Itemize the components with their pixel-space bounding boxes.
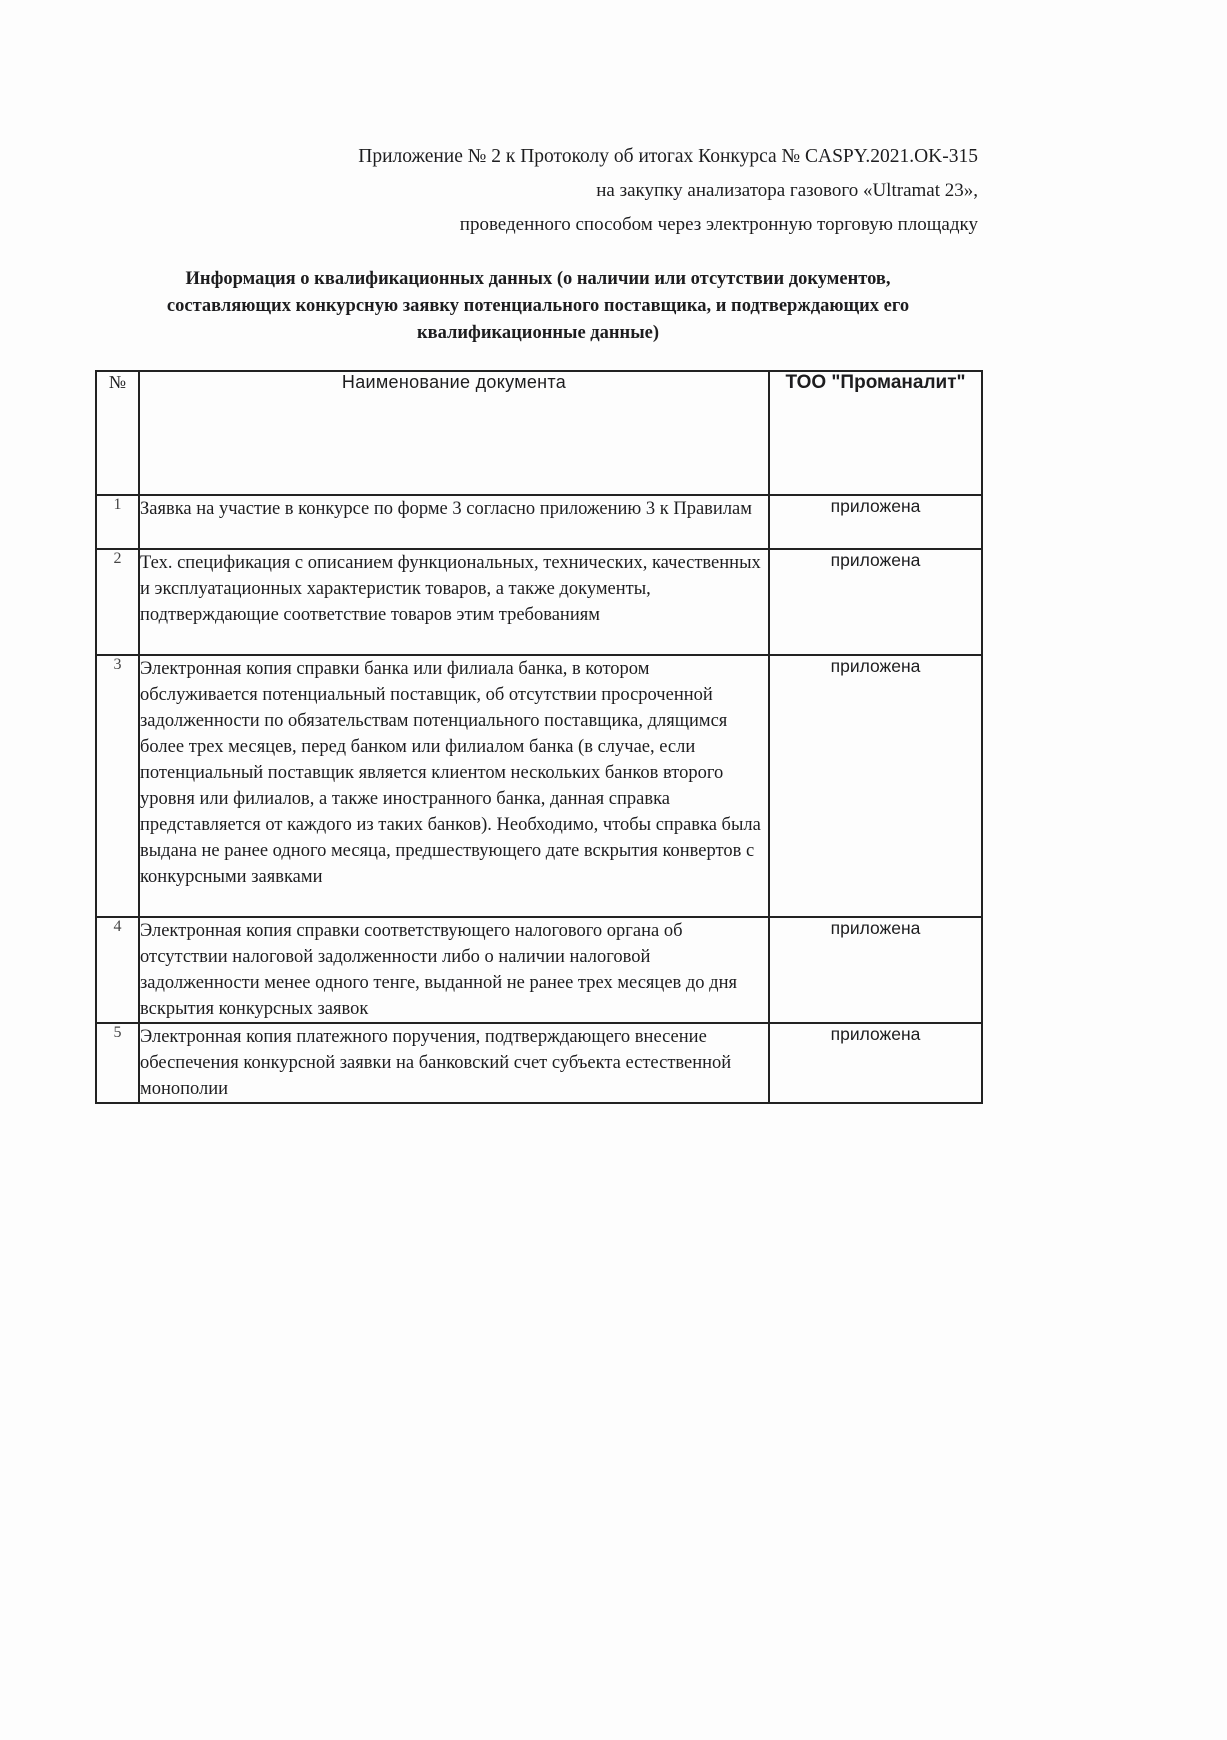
- annex-header: [358, 140, 978, 242]
- table-row: [96, 549, 982, 655]
- document-name: Электронная копия платежного поручения, подтверждающего внесение обеспечения конкурсной заявки на банковский счет субъекта естественной монополии: [139, 1023, 769, 1103]
- column-header-document-name: Наименование документа: [139, 371, 769, 495]
- table-row: [96, 1023, 982, 1103]
- row-number: 4: [96, 917, 139, 1023]
- row-number: 5: [96, 1023, 139, 1103]
- row-number: 3: [96, 655, 139, 917]
- info-title-line-2: составляющих конкурсную заявку потенциального поставщика, и подтверждающих его: [166, 296, 910, 316]
- info-title: [100, 266, 976, 347]
- document-name: Тех. спецификация с описанием функциональных, технических, качественных и эксплуатационных характеристик товаров, а также документы, подтверждающие соответствие товаров этим требованиям: [139, 549, 769, 655]
- info-title-line-1: Информация о квалификационных данных (о наличии или отсутствии документов,: [185, 269, 891, 289]
- column-header-number: №: [96, 371, 139, 495]
- row-number: 2: [96, 549, 139, 655]
- column-header-supplier: ТОО "Проманалит": [769, 371, 982, 495]
- document-status: приложена: [769, 549, 982, 655]
- document-name: Электронная копия справки банка или филиала банка, в котором обслуживается потенциальный поставщик, об отсутствии просроченной задолженности по обязательствам потенциального поставщика, длящимся более трех месяцев, перед банком или филиалом банка (в случае, если потенциальный поставщик является клиентом нескольких банков второго уровня или филиалов, а также иностранного банка, данная справка представляется от каждого из таких банков). Необходимо, чтобы справка была выдана не ранее одного месяца, предшествующего дате вскрытия конвертов с конкурсными заявками: [139, 655, 769, 917]
- table-row: [96, 495, 982, 549]
- table-row: [96, 917, 982, 1023]
- document-name: Заявка на участие в конкурсе по форме 3 согласно приложению 3 к Правилам: [139, 495, 769, 549]
- document-status: приложена: [769, 495, 982, 549]
- annex-header-line-2: на закупку анализатора газового «Ultramat 23»,: [596, 180, 978, 201]
- document-status: приложена: [769, 1023, 982, 1103]
- table-header-row: [96, 371, 982, 495]
- table-row: [96, 655, 982, 917]
- info-title-line-3: квалификационные данные): [416, 323, 660, 343]
- document-name: Электронная копия справки соответствующего налогового органа об отсутствии налоговой задолженности либо о наличии налоговой задолженности менее одного тенге, выданной не ранее трех месяцев до дня вскрытия конкурсных заявок: [139, 917, 769, 1023]
- document-status: приложена: [769, 917, 982, 1023]
- documents-table: [95, 370, 983, 1104]
- annex-header-line-3: проведенного способом через электронную торговую площадку: [459, 214, 978, 235]
- annex-header-line-1: Приложение № 2 к Протоколу об итогах Конкурса № CASPY.2021.OK-315: [358, 146, 978, 167]
- row-number: 1: [96, 495, 139, 549]
- document-status: приложена: [769, 655, 982, 917]
